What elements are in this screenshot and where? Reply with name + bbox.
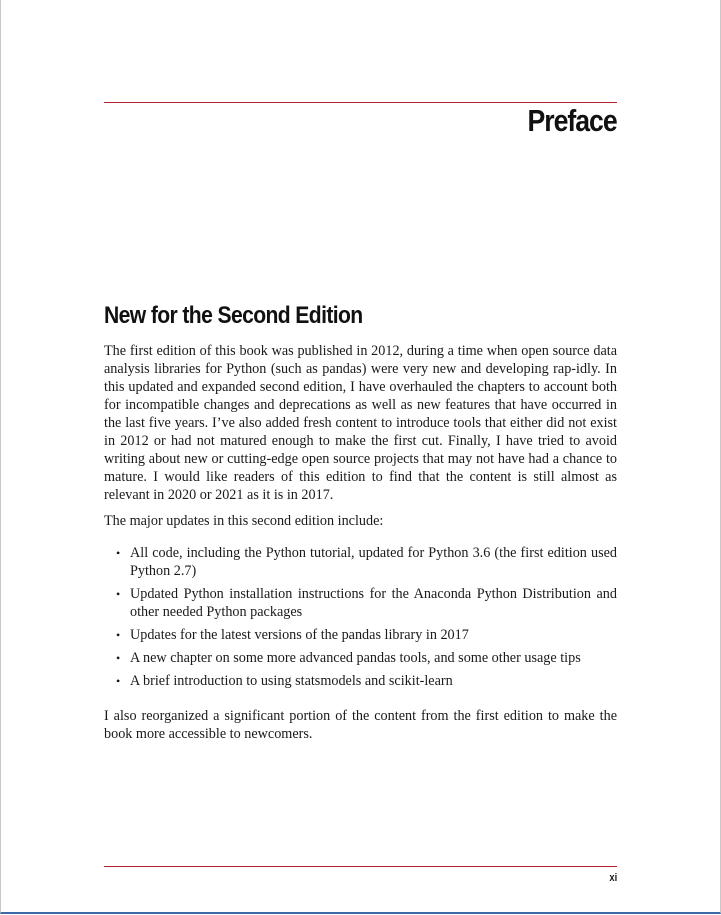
updates-list: [104, 544, 617, 695]
bullet-icon: •: [116, 674, 121, 688]
bullet-icon: •: [116, 546, 121, 560]
list-item: [104, 544, 617, 580]
footer-rule: [104, 866, 617, 867]
list-item: [104, 649, 617, 667]
bullet-icon: •: [116, 651, 121, 665]
list-item-text: A brief introduction to using statsmodels and scikit-learn: [130, 673, 453, 689]
list-item-text: Updated Python installation instructions for the Anaconda Python Distribution and other needed Python packages: [130, 586, 617, 620]
section-title: New for the Second Edition: [104, 302, 363, 329]
intro-paragraph: The first edition of this book was published in 2012, during a time when open source data analysis libraries for Python (such as pandas) were very new and developing rap-idly. In this updated and expanded second edition, I have overhauled the chapters to account both for incompatible changes and deprecations as well as new features that have occurred in the last five years. I’ve also added fresh content to introduce tools that either did not exist in 2012 or had not matured enough to make the first cut. Finally, I have tried to avoid writing about new or cutting-edge open source projects that may not have had a chance to mature. I would like readers of this edition to find that the content is still almost as relevant in 2020 or 2021 as it is in 2017.: [104, 343, 617, 503]
bullet-icon: •: [116, 628, 121, 642]
top-gap: [280, 0, 502, 2]
bullet-icon: •: [116, 587, 121, 601]
list-item-text: All code, including the Python tutorial, updated for Python 3.6 (the first edition used Python 2.7): [130, 545, 617, 579]
closing-paragraph: I also reorganized a significant portion of the content from the first edition to make the book more accessible to newcomers.: [104, 708, 617, 742]
page-number: xi: [609, 872, 617, 884]
list-item: [104, 626, 617, 644]
list-item: [104, 585, 617, 621]
list-item-text: A new chapter on some more advanced pandas tools, and some other usage tips: [130, 650, 581, 666]
list-item-text: Updates for the latest versions of the pandas library in 2017: [130, 627, 469, 643]
updates-lead-paragraph: The major updates in this second edition include:: [104, 513, 384, 529]
list-item: [104, 672, 617, 690]
chapter-title: Preface: [527, 103, 617, 138]
